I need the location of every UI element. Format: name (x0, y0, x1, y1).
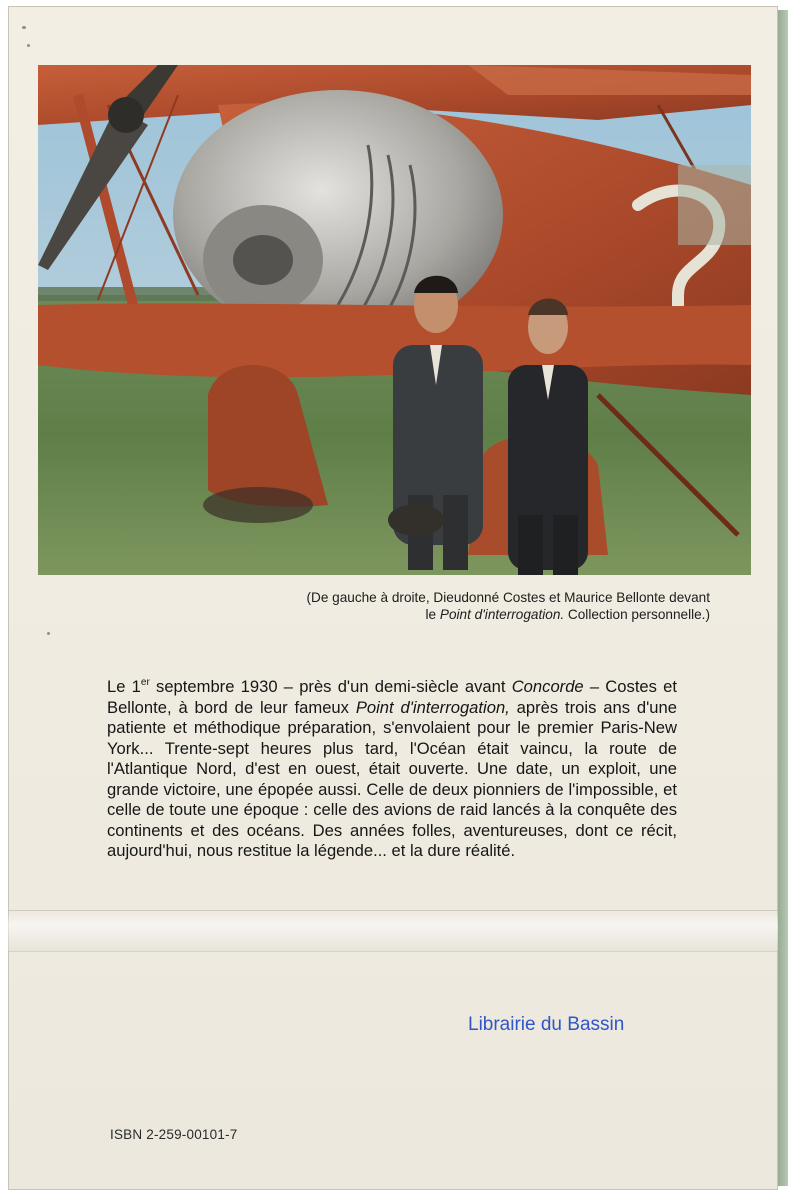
caption-line-2 (100, 606, 710, 623)
blurb-text-segment: après trois ans d'une patiente et méthodique préparation, s'envolaient pour le premier Paris-New York... Trente-sept heures plus tard, l'Océan était vaincu, la route de l'Atlantique Nord, d'est en ouest, était ouverte. Une date, un exploit, une grande victoire, une épopée aussi. Celle de deux pionniers de l'impossible, et celle de toute une époque : celle des avions de raid lancés à la conquête des continents et des océans. Des années folles, aventureuses, dont ce récit, aujourd'hui, nous restitue la légende... et la dure réalité. (107, 697, 677, 860)
blurb-text-segment: – Costes et Bellonte, à bord de leur fameux (107, 677, 678, 717)
bookseller-watermark: Librairie du Bassin (468, 1014, 625, 1035)
blurb-concorde: Concorde (511, 677, 584, 696)
paper-speck (47, 632, 50, 635)
blurb-plane-name: Point d'interrogation, (355, 697, 510, 717)
wheel-shadow (203, 487, 313, 523)
isbn-number: ISBN 2-259-00101-7 (110, 1127, 238, 1142)
cockpit-window (678, 165, 751, 245)
caption-suffix: Collection personnelle.) (564, 607, 710, 622)
blurb-ordinal-superscript: er (140, 677, 150, 688)
blurb-date-start: Le 1 (107, 677, 141, 696)
blurb-text-segment: septembre 1930 – près d'un demi-siècle avant (149, 677, 512, 696)
cowling-hub (233, 235, 293, 285)
caption-plane-name: Point d'interrogation. (439, 607, 565, 622)
caption-prefix: le (425, 607, 440, 622)
paper-speck (27, 44, 30, 47)
propeller-hub (108, 97, 144, 133)
photo-illustration (38, 65, 751, 575)
jacket-fold-band (8, 910, 778, 952)
blurb-paragraph (107, 677, 677, 862)
caption-line-1: (De gauche à droite, Dieudonné Costes et Maurice Bellonte devant (306, 590, 710, 605)
cover-photo-biplane (38, 65, 751, 575)
photo-caption (100, 589, 710, 623)
paper-speck (22, 26, 26, 29)
